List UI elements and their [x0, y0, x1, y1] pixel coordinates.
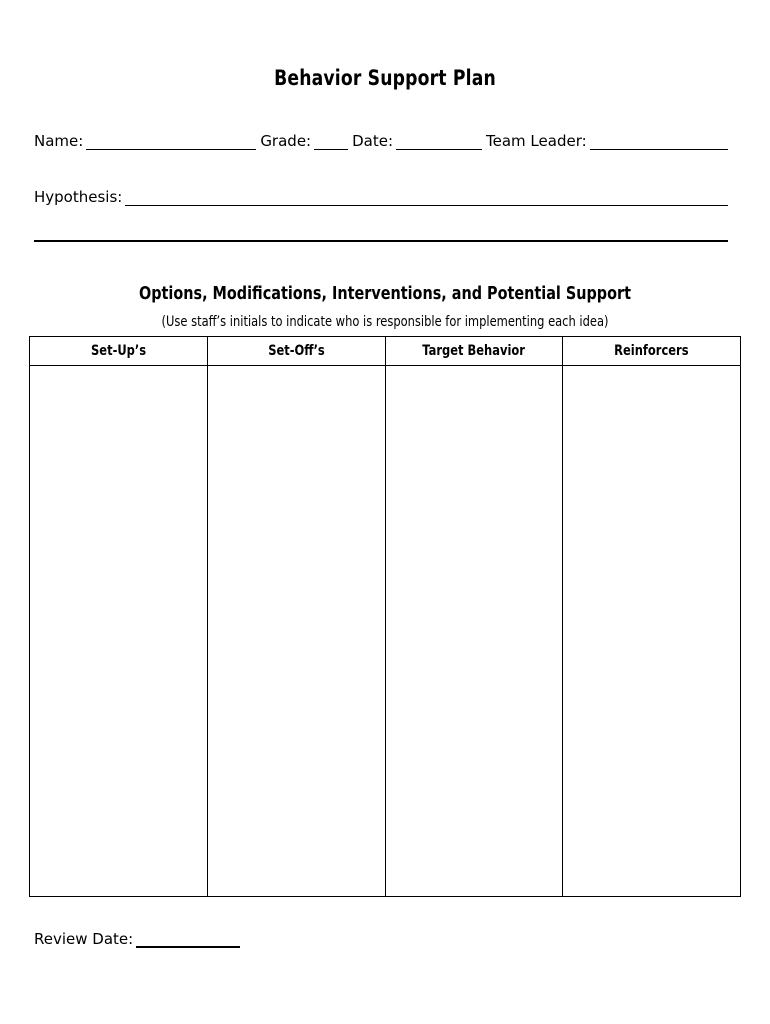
- team-leader-label: Team Leader:: [486, 132, 587, 150]
- column-header-set-ups: Set-Up’s: [30, 337, 208, 366]
- date-field[interactable]: [396, 135, 482, 150]
- name-label: Name:: [34, 132, 84, 150]
- target-behavior-cell[interactable]: [385, 366, 563, 897]
- review-date-row: [34, 930, 244, 948]
- student-info-row: [34, 132, 728, 150]
- table-header-row: [30, 337, 741, 366]
- hypothesis-label: Hypothesis:: [34, 188, 123, 206]
- section-title: Options, Modifications, Interventions, and Potential Support: [138, 283, 632, 304]
- name-field[interactable]: [86, 135, 256, 150]
- set-ups-cell[interactable]: [30, 366, 208, 897]
- page-title: Behavior Support Plan: [274, 66, 496, 90]
- set-offs-cell[interactable]: [207, 366, 385, 897]
- column-header-reinforcers: Reinforcers: [563, 337, 741, 366]
- grade-field[interactable]: [314, 135, 348, 150]
- column-header-target-behavior: Target Behavior: [385, 337, 563, 366]
- column-header-set-offs: Set-Off’s: [207, 337, 385, 366]
- hypothesis-field-continued[interactable]: [34, 240, 728, 242]
- section-subtitle: (Use staff’s initials to indicate who is responsible for implementing each idea): [161, 314, 609, 330]
- hypothesis-row: [34, 188, 728, 206]
- team-leader-field[interactable]: [590, 135, 728, 150]
- date-label: Date:: [352, 132, 394, 150]
- reinforcers-cell[interactable]: [563, 366, 741, 897]
- grade-label: Grade:: [260, 132, 312, 150]
- review-date-label: Review Date:: [34, 930, 134, 948]
- table-row: [30, 366, 741, 897]
- support-plan-table: [29, 336, 741, 897]
- review-date-field[interactable]: [136, 932, 240, 948]
- hypothesis-field[interactable]: [125, 191, 728, 206]
